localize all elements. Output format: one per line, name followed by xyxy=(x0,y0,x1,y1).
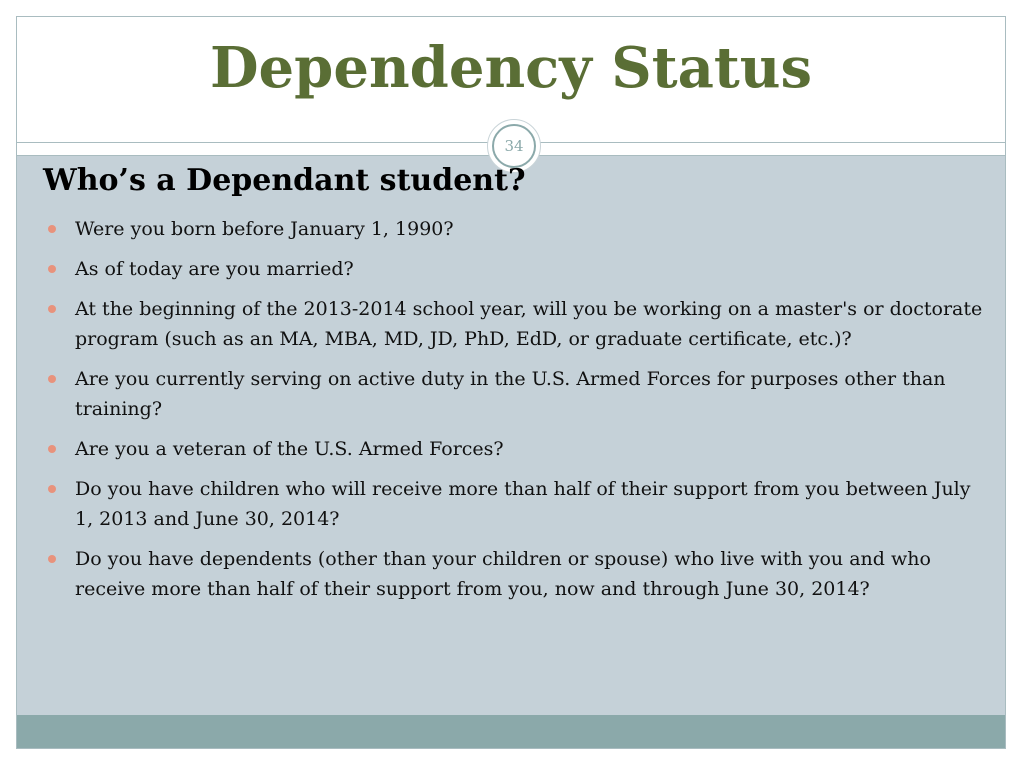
slide-frame xyxy=(16,16,1006,749)
bullet-dot-icon xyxy=(48,485,56,493)
bullet-item xyxy=(43,434,983,464)
bullet-dot-icon xyxy=(48,305,56,313)
bullet-item xyxy=(43,294,983,354)
bullet-dot-icon xyxy=(48,225,56,233)
bullet-item xyxy=(43,364,983,424)
bullet-item xyxy=(43,474,983,534)
bullet-dot-icon xyxy=(48,375,56,383)
bullet-dot-icon xyxy=(48,265,56,273)
subheading: Who’s a Dependant student? xyxy=(43,163,526,198)
bullet-text: As of today are you married? xyxy=(75,258,354,280)
bullet-text: Are you currently serving on active duty in the U.S. Armed Forces for purposes other than training? xyxy=(75,368,946,420)
bullet-text: Do you have dependents (other than your children or spouse) who live with you and who receive more than half of their support from you, now and through June 30, 2014? xyxy=(75,548,931,600)
bullet-item xyxy=(43,214,983,244)
bullet-text: Were you born before January 1, 1990? xyxy=(75,218,454,240)
bullet-dot-icon xyxy=(48,445,56,453)
bullet-text: At the beginning of the 2013-2014 school year, will you be working on a master's or doctorate program (such as an MA, MBA, MD, JD, PhD, EdD, or graduate certificate, etc.)? xyxy=(75,298,983,350)
bullet-dot-icon xyxy=(48,555,56,563)
footer-band xyxy=(17,715,1005,748)
bullet-text: Are you a veteran of the U.S. Armed Forces? xyxy=(75,438,504,460)
slide-title: Dependency Status xyxy=(209,35,813,101)
bullet-list xyxy=(43,214,983,614)
bullet-text: Do you have children who will receive more than half of their support from you between July 1, 2013 and June 30, 2014? xyxy=(75,478,971,530)
bullet-item xyxy=(43,544,983,604)
bullet-item xyxy=(43,254,983,284)
page-number: 34 xyxy=(492,124,536,168)
